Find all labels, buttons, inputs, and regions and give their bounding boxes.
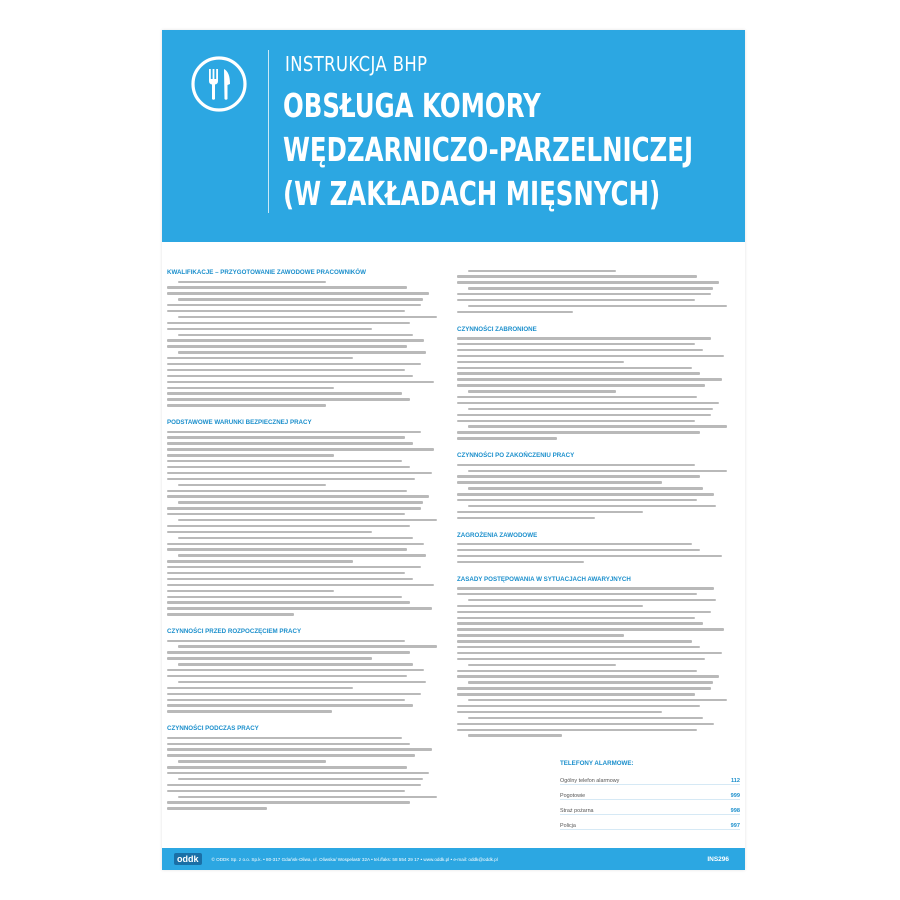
text-line: [167, 596, 402, 598]
text-line: [457, 420, 695, 422]
text-line: [457, 499, 697, 501]
section-heading: ZAGROŻENIA ZAWODOWE: [457, 531, 538, 539]
text-line: [178, 663, 413, 665]
text-line: [457, 687, 711, 689]
text-line: [167, 357, 353, 359]
text-line: [457, 611, 711, 613]
text-line: [457, 402, 719, 404]
left-column: [167, 266, 437, 819]
text-line: [178, 796, 437, 798]
text-line: [167, 304, 421, 306]
text-line: [167, 442, 413, 444]
text-line: [457, 431, 700, 433]
text-line: [468, 487, 703, 489]
text-line: [167, 466, 410, 468]
text-line: [468, 599, 716, 601]
title-line: OBSŁUGA KOMORY: [283, 86, 541, 125]
header-banner: [162, 30, 745, 242]
alarm-label: Straż pożarna: [560, 808, 594, 814]
text-line: [457, 475, 700, 477]
text-line: [457, 549, 700, 551]
text-line: [457, 652, 722, 654]
alarm-title: TELEFONY ALARMOWE:: [560, 760, 634, 767]
text-line: [167, 472, 432, 474]
header-divider: [268, 50, 269, 213]
text-line: [468, 425, 727, 427]
text-line: [457, 634, 624, 636]
alarm-row: [560, 816, 740, 830]
text-line: [167, 478, 415, 480]
text-line: [167, 286, 407, 288]
alarm-row: [560, 801, 740, 815]
document-code: INS296: [707, 855, 729, 863]
text-line: [468, 717, 703, 719]
text-line: [167, 454, 334, 456]
footer-contact-text: © ODDK Sp. z o.o. Sp.k. • 80-317 Gdańsk-Oliwa, ul. Oliwska/ Wospelastr 32A • tel./faks: 58 554 29 17 • www.oddk.pl • e-mail: oddk@oddk.pl: [211, 856, 498, 862]
text-line: [167, 640, 405, 642]
alarm-phones-box: [560, 760, 740, 831]
text-line: [167, 339, 424, 341]
text-line: [457, 561, 584, 563]
alarm-number: 997: [730, 823, 740, 829]
text-line: [167, 543, 424, 545]
text-line: [457, 481, 662, 483]
text-line: [167, 448, 434, 450]
text-line: [457, 605, 643, 607]
text-line: [457, 414, 711, 416]
section-heading: CZYNNOŚCI PODCZAS PRACY: [167, 725, 259, 733]
text-line: [457, 555, 722, 557]
section-heading: PODSTAWOWE WARUNKI BEZPIECZNEJ PRACY: [167, 419, 312, 427]
section-heading: CZYNNOŚCI PO ZAKOŃCZENIU PRACY: [457, 452, 575, 460]
text-line: [167, 693, 421, 695]
text-line: [167, 560, 353, 562]
text-line: [457, 543, 692, 545]
text-line: [167, 613, 294, 615]
text-line: [468, 305, 727, 307]
text-line: [167, 772, 429, 774]
text-line: [167, 328, 372, 330]
text-line: [457, 511, 643, 513]
text-line: [178, 298, 424, 300]
text-line: [167, 460, 402, 462]
text-line: [167, 398, 410, 400]
text-line: [167, 387, 334, 389]
text-line: [167, 572, 405, 574]
text-line: [167, 381, 434, 383]
document-title: [283, 84, 693, 216]
text-line: [457, 311, 573, 313]
text-line: [457, 281, 719, 283]
text-line: [457, 355, 724, 357]
text-line: [167, 431, 421, 433]
text-line: [167, 436, 405, 438]
text-line: [468, 270, 617, 272]
text-line: [457, 293, 711, 295]
text-line: [167, 292, 429, 294]
text-line: [167, 507, 421, 509]
text-line: [167, 548, 407, 550]
text-line: [167, 525, 410, 527]
text-line: [167, 657, 372, 659]
text-line: [457, 372, 700, 374]
text-line: [167, 748, 432, 750]
text-line: [167, 699, 405, 701]
text-line: [457, 361, 624, 363]
text-line: [167, 531, 372, 533]
text-line: [457, 622, 703, 624]
section-heading: KWALIFIKACJE – PRZYGOTOWANIE ZAWODOWE PRACOWNIKÓW: [167, 269, 366, 276]
text-line: [178, 645, 437, 647]
text-line: [468, 470, 727, 472]
text-line: [457, 464, 695, 466]
text-line: [178, 778, 424, 780]
title-line: (W ZAKŁADACH MIĘSNYCH): [283, 174, 661, 213]
text-line: [457, 343, 695, 345]
text-line: [457, 587, 714, 589]
text-line: [167, 669, 424, 671]
text-line: [167, 404, 326, 406]
text-line: [167, 495, 429, 497]
text-line: [457, 367, 692, 369]
text-line: [167, 754, 415, 756]
text-line: [167, 704, 413, 706]
alarm-label: Policja: [560, 823, 576, 829]
text-line: [457, 675, 719, 677]
text-line: [167, 784, 421, 786]
title-line: WĘDZARNICZO-PARZELNICZEJ: [283, 130, 694, 169]
right-column: [457, 266, 727, 746]
alarm-row: [560, 771, 740, 785]
text-line: [457, 711, 662, 713]
text-line: [167, 566, 421, 568]
text-line: [457, 517, 595, 519]
alarm-number: 998: [730, 808, 740, 814]
text-line: [457, 670, 697, 672]
text-line: [167, 675, 407, 677]
text-line: [178, 760, 327, 762]
text-line: [457, 378, 722, 380]
company-logo: oddk: [174, 853, 202, 865]
text-line: [178, 554, 426, 556]
text-line: [167, 790, 405, 792]
text-line: [457, 337, 711, 339]
text-line: [457, 693, 695, 695]
text-line: [178, 316, 437, 318]
alarm-label: Pogotowie: [560, 793, 586, 799]
text-line: [457, 628, 724, 630]
text-line: [167, 601, 410, 603]
fork-knife-icon: [189, 54, 249, 114]
text-line: [167, 801, 410, 803]
text-line: [468, 505, 716, 507]
alarm-number: 999: [730, 793, 740, 799]
alarm-number: 112: [730, 778, 740, 784]
text-line: [167, 490, 407, 492]
text-line: [457, 658, 705, 660]
text-line: [178, 484, 327, 486]
text-line: [167, 710, 332, 712]
text-line: [468, 408, 714, 410]
instruction-sheet: [162, 30, 745, 870]
text-line: [167, 392, 402, 394]
text-line: [167, 743, 410, 745]
text-line: [457, 437, 557, 439]
text-line: [457, 396, 697, 398]
section-heading: ZASADY POSTĘPOWANIA W SYTUACJACH AWARYJNYCH: [457, 575, 631, 583]
text-line: [167, 375, 413, 377]
alarm-row: [560, 786, 740, 800]
text-line: [167, 651, 410, 653]
text-line: [468, 287, 714, 289]
text-line: [468, 699, 727, 701]
text-line: [167, 807, 267, 809]
text-line: [167, 584, 434, 586]
text-line: [178, 351, 426, 353]
text-line: [468, 664, 617, 666]
text-line: [167, 607, 432, 609]
alarm-label: Ogólny telefon alarmowy: [560, 778, 620, 784]
text-line: [167, 687, 353, 689]
text-line: [457, 275, 697, 277]
document-subtitle: INSTRUKCJA BHP: [285, 52, 428, 76]
text-line: [167, 322, 410, 324]
text-line: [178, 501, 424, 503]
text-line: [457, 617, 695, 619]
text-line: [167, 363, 421, 365]
text-line: [167, 513, 405, 515]
text-line: [457, 723, 714, 725]
text-line: [178, 334, 413, 336]
text-line: [167, 369, 405, 371]
text-line: [468, 681, 714, 683]
text-line: [178, 537, 413, 539]
text-line: [178, 519, 437, 521]
text-line: [167, 578, 413, 580]
section-heading: CZYNNOŚCI PRZED ROZPOCZĘCIEM PRACY: [167, 628, 302, 636]
text-line: [167, 345, 407, 347]
text-line: [457, 729, 697, 731]
text-line: [457, 593, 697, 595]
text-line: [457, 646, 700, 648]
text-line: [178, 681, 426, 683]
text-line: [178, 281, 327, 283]
text-line: [167, 310, 405, 312]
text-line: [167, 766, 407, 768]
text-line: [457, 384, 705, 386]
text-line: [457, 705, 700, 707]
text-line: [457, 349, 703, 351]
text-line: [457, 299, 695, 301]
text-line: [167, 737, 402, 739]
text-line: [468, 734, 563, 736]
text-line: [167, 590, 334, 592]
text-line: [457, 493, 714, 495]
text-line: [457, 640, 692, 642]
section-heading: CZYNNOŚCI ZABRONIONE: [457, 325, 537, 333]
text-line: [468, 390, 617, 392]
footer-bar: [162, 848, 745, 870]
